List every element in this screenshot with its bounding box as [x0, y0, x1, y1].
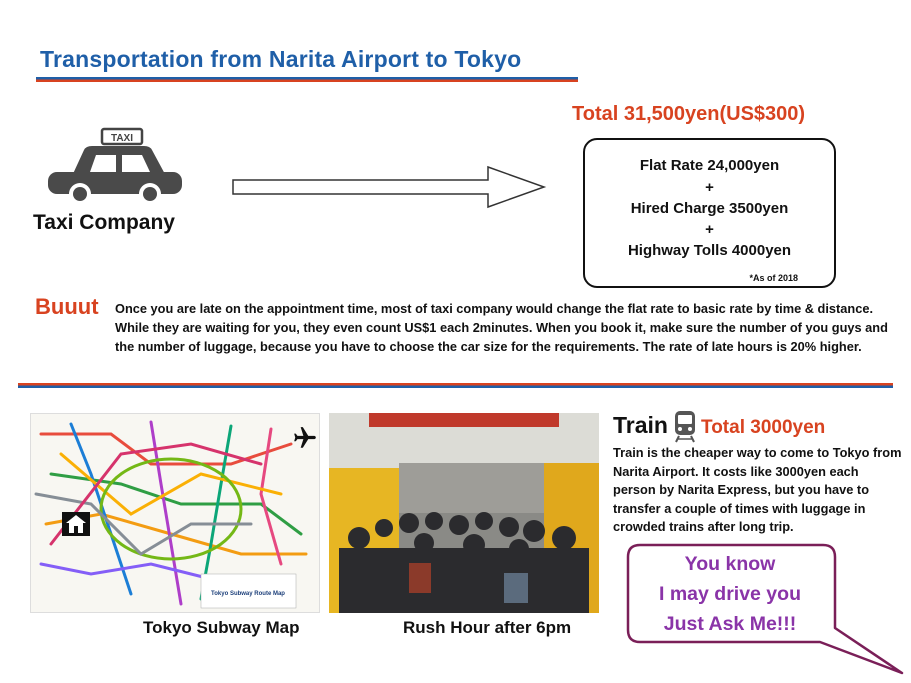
fare-note: *As of 2018	[749, 273, 798, 283]
taxi-company-label: Taxi Company	[33, 211, 175, 234]
house-icon	[62, 512, 90, 536]
taxi-sign-text: TAXI	[110, 133, 134, 144]
train-paragraph: Train is the cheaper way to come to Tokyo from Narita Airport. It costs like 3000yen each person by Narita Express, but you have to transfer a couple of times with luggage in crowded trains after long trip.	[613, 445, 902, 535]
fare-breakdown-box	[583, 138, 836, 288]
title-underline	[36, 77, 578, 82]
hired-charge-line: Hired Charge 3500yen	[630, 200, 789, 217]
subway-map-caption: Tokyo Subway Map	[143, 618, 300, 637]
speech-bubble-text	[626, 549, 834, 639]
taxi-icon	[44, 126, 184, 206]
plus-sign: +	[705, 179, 714, 196]
taxi-total: Total 31,500yen(US$300)	[572, 103, 806, 125]
airplane-icon	[292, 425, 318, 451]
bubble-line-2: I may drive you	[659, 583, 801, 605]
page-title: Transportation from Narita Airport to Tokyo	[40, 46, 522, 72]
rush-hour-photo	[329, 413, 599, 613]
arrow-icon	[230, 164, 550, 210]
rush-hour-caption: Rush Hour after 6pm	[403, 618, 572, 637]
train-icon	[673, 409, 697, 443]
map-inner-title: Tokyo Subway Route Map	[211, 591, 285, 597]
section-divider	[18, 383, 893, 388]
train-total: Total 3000yen	[701, 417, 826, 438]
bubble-line-3: Just Ask Me!!!	[663, 613, 797, 635]
plus-sign: +	[705, 221, 714, 238]
highway-tolls-line: Highway Tolls 4000yen	[627, 242, 792, 259]
train-heading: Train	[613, 412, 668, 438]
bubble-line-1: You know	[684, 553, 776, 575]
flat-rate-line: Flat Rate 24,000yen	[639, 157, 780, 174]
buuut-heading: Buuut	[35, 294, 99, 319]
buuut-paragraph: Once you are late on the appointment time, most of taxi company would change the flat rate to basic rate by time & distance. While they are waiting for you, they even count US$1 each 2minutes. When you book it, make sure the number of you guys and the number of luggage, because you have to choose the car size for the requirements. The rate of late hours is 20% higher.	[115, 301, 888, 354]
